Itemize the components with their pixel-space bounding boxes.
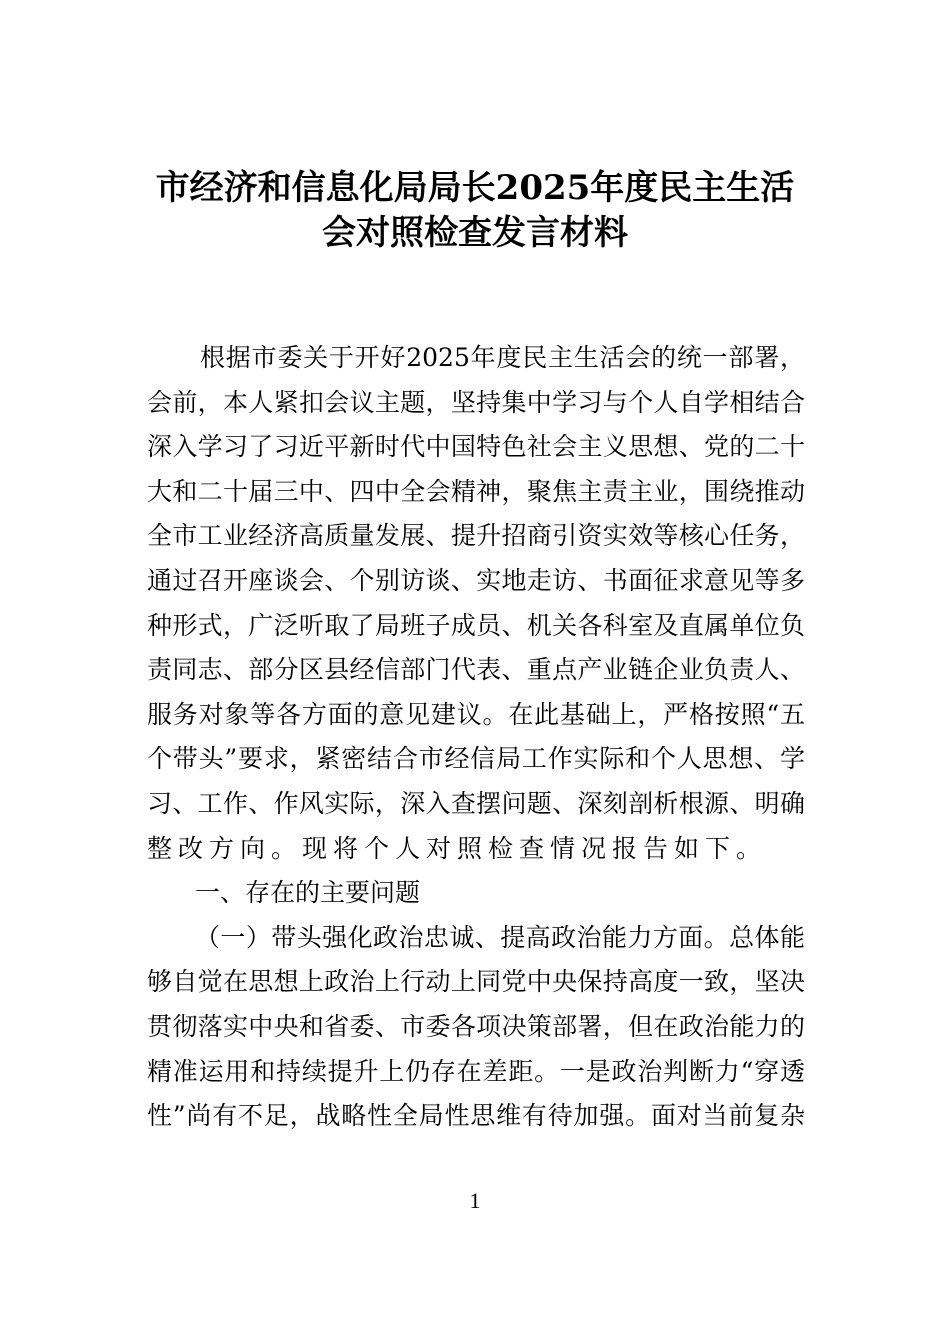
intro-line: 整改方向。现将个人对照检查情况报告如下。 <box>147 833 768 863</box>
intro-line: 责同志、部分区县经信部门代表、重点产业链企业负责人、 <box>147 655 805 685</box>
page-number: 1 <box>469 1188 481 1213</box>
section-line: 精准运用和持续提升上仍存在差距。一是政治判断力“穿透 <box>147 1056 805 1086</box>
intro-line: 深入学习了习近平新时代中国特色社会主义思想、党的二十 <box>147 432 805 462</box>
title-line: 会对照检查发言材料 <box>322 213 628 253</box>
section-line: 性”尚有不足，战略性全局性思维有待加强。面对当前复杂 <box>147 1101 805 1131</box>
intro-line: 会前，本人紧扣会议主题，坚持集中学习与个人自学相结合 <box>147 387 805 417</box>
intro-line: 全市工业经济高质量发展、提升招商引资实效等核心任务， <box>147 521 805 551</box>
title-line: 市经济和信息化局局长2025年度民主生活 <box>155 168 795 208</box>
intro-line: 大和二十届三中、四中全会精神，聚焦主责主业，围绕推动 <box>147 476 805 506</box>
section-heading: 一、存在的主要问题 <box>195 878 421 908</box>
intro-line: 根据市委关于开好2025年度民主生活会的统一部署， <box>200 343 805 372</box>
document-title <box>140 166 810 256</box>
intro-line: 习、工作、作风实际，深入查摆问题、深刻剖析根源、明确 <box>147 788 805 818</box>
section-line: （一）带头强化政治忠诚、提高政治能力方面。总体能 <box>195 922 805 952</box>
intro-line: 种形式，广泛听取了局班子成员、机关各科室及直属单位负 <box>147 610 805 640</box>
intro-line: 个带头”要求，紧密结合市经信局工作实际和个人思想、学 <box>147 744 805 774</box>
intro-line: 服务对象等各方面的意见建议。在此基础上，严格按照“五 <box>147 699 805 729</box>
section-line: 够自觉在思想上政治上行动上同党中央保持高度一致，坚决 <box>147 967 805 997</box>
section-line: 贯彻落实中央和省委、市委各项决策部署，但在政治能力的 <box>147 1011 805 1041</box>
document-body <box>147 336 805 1139</box>
intro-line: 通过召开座谈会、个别访谈、实地走访、书面征求意见等多 <box>147 565 805 595</box>
